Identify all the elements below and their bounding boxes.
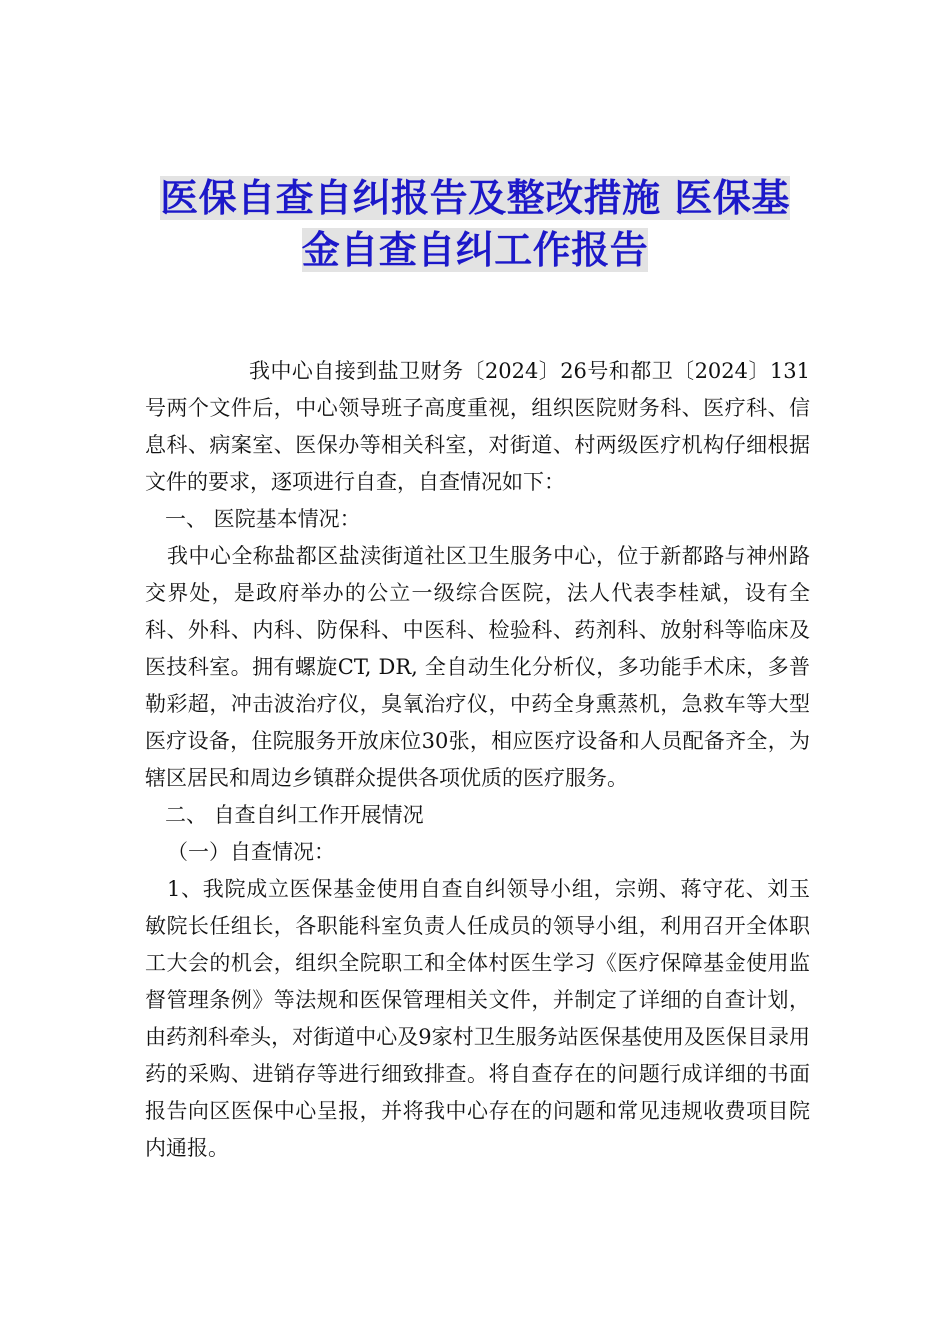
subsection-heading-1: （一）自查情况： (167, 840, 335, 864)
self-check-paragraph: 1、我院成立医保基金使用自查自纠领导小组，宗朔、蒋守花、刘玉敏院长任组长，各职能科室负责人任成员的领导小组，利用召开全体职工大会的机会，组织全院职工和全体村医生学习《医疗保障基金使用监督管理条例》等法规和医保管理相关文件，并制定了详细的自查计划，由药剂科牵头，对街道中心及9家村卫生服务站医保基使用及医保目录用药的采购、进销存等进行细致排查。将自查存在的问题行成详细的书面报告向区医保中心呈报，并将我中心存在的问题和常见违规收费项目院内通报。 (145, 877, 810, 1160)
intro-paragraph: 我中心自接到盐卫财务〔2024〕26号和都卫〔2024〕131号两个文件后，中心领导班子高度重视，组织医院财务科、医疗科、信息科、病案室、医保办等相关科室，对街道、村两级医疗机构仔细根据文件的要求，逐项进行自查，自查情况如下： (145, 359, 810, 494)
title-line-2: 金自查自纠工作报告 (301, 228, 649, 272)
section-heading-2: 二、 自查自纠工作开展情况 (165, 803, 424, 827)
hospital-info-paragraph: 我中心全称盐都区盐渎街道社区卫生服务中心，位于新都路与神州路交界处，是政府举办的公立一级综合医院，法人代表李桂斌，设有全科、外科、内科、防保科、中医科、检验科、药剂科、放射科等临床及医技科室。拥有螺旋CT, DR, 全自动生化分析仪，多功能手术床，多普勒彩超，冲击波治疗仪，臭氧治疗仪，中药全身熏蒸机，急救车等大型医疗设备，住院服务开放床位30张，相应医疗设备和人员配备齐全，为辖区居民和周边乡镇群众提供各项优质的医疗服务。 (145, 544, 810, 790)
section-heading-1: 一、 医院基本情况： (165, 507, 361, 531)
document-title (120, 172, 830, 276)
document-body (145, 353, 810, 1167)
title-line-1: 医保自查自纠报告及整改措施 医保基 (160, 176, 790, 220)
